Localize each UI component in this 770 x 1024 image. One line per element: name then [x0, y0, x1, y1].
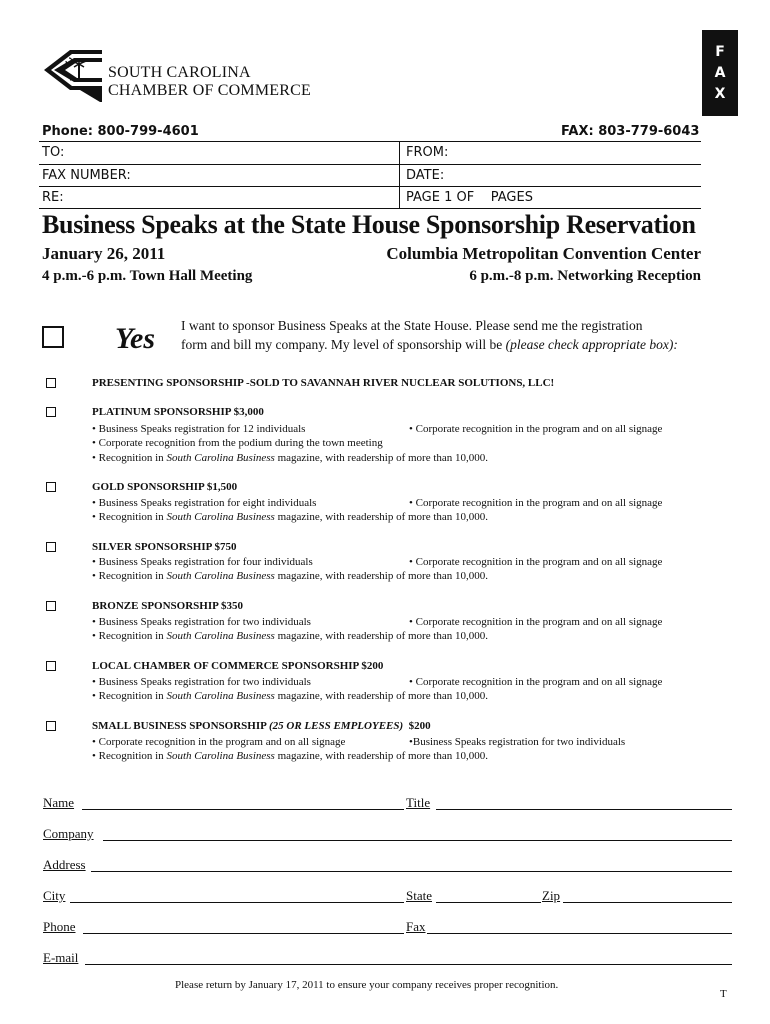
- bronze-benefit: • Recognition in South Carolina Business magazine, with readership of more than 10,000.: [92, 630, 489, 642]
- page-mark: T: [720, 988, 727, 1000]
- zip-input[interactable]: [563, 902, 732, 903]
- small-business-benefit: •Business Speaks registration for two individuals: [409, 736, 626, 748]
- page-title: Business Speaks at the State House Sponsorship Reservation: [42, 210, 696, 239]
- page-field-label[interactable]: PAGE 1 OF PAGES: [406, 190, 533, 205]
- reception-time: 6 p.m.-8 p.m. Networking Reception: [469, 268, 701, 284]
- to-field-label[interactable]: TO:: [42, 145, 65, 160]
- platinum-benefit: • Corporate recognition from the podium during the town meeting: [92, 437, 383, 449]
- small-business-title: SMALL BUSINESS SPONSORSHIP (25 OR LESS EMPLOYEES) $200: [92, 720, 431, 732]
- from-field-label[interactable]: FROM:: [406, 145, 449, 160]
- intro-line-1: I want to sponsor Business Speaks at the State House. Please send me the registration: [181, 318, 643, 333]
- platinum-benefit: • Business Speaks registration for 12 individuals: [92, 423, 306, 435]
- bronze-benefit: • Corporate recognition in the program and on all signage: [409, 616, 663, 628]
- local-chamber-benefit: • Recognition in South Carolina Business magazine, with readership of more than 10,000.: [92, 690, 489, 702]
- local-chamber-benefit: • Business Speaks registration for two individuals: [92, 676, 311, 688]
- local-chamber-checkbox[interactable]: [46, 661, 56, 671]
- re-field-label[interactable]: RE:: [42, 190, 64, 205]
- header-rule-3: [39, 186, 701, 187]
- event-venue: Columbia Metropolitan Convention Center: [386, 244, 701, 263]
- header-rule-4: [39, 208, 701, 209]
- fax-number-header: FAX: 803-779-6043: [561, 124, 700, 139]
- local-chamber-benefit: • Corporate recognition in the program and on all signage: [409, 676, 663, 688]
- gold-title: GOLD SPONSORSHIP $1,500: [92, 481, 238, 493]
- company-label: Company: [43, 826, 94, 841]
- address-label: Address: [43, 857, 86, 872]
- date-field-label[interactable]: DATE:: [406, 168, 445, 183]
- fax-letter-a: A: [714, 64, 726, 81]
- bronze-title: BRONZE SPONSORSHIP $350: [92, 600, 243, 612]
- silver-title: SILVER SPONSORSHIP $750: [92, 541, 237, 553]
- name-input[interactable]: [82, 809, 404, 810]
- local-chamber-title: LOCAL CHAMBER OF COMMERCE SPONSORSHIP $200: [92, 660, 384, 672]
- platinum-benefit: • Corporate recognition in the program and on all signage: [409, 423, 663, 435]
- gold-checkbox[interactable]: [46, 482, 56, 492]
- company-input[interactable]: [103, 840, 732, 841]
- gold-benefit: • Corporate recognition in the program and on all signage: [409, 497, 663, 509]
- small-business-benefit: • Recognition in South Carolina Business magazine, with readership of more than 10,000.: [92, 750, 489, 762]
- silver-checkbox[interactable]: [46, 542, 56, 552]
- fax-number-field-label[interactable]: FAX NUMBER:: [42, 168, 131, 183]
- small-business-checkbox[interactable]: [46, 721, 56, 731]
- yes-label: Yes: [115, 322, 155, 355]
- title-input[interactable]: [436, 809, 732, 810]
- town-hall-time: 4 p.m.-6 p.m. Town Hall Meeting: [42, 268, 253, 284]
- fax-letter-x: X: [714, 85, 726, 102]
- logo-text-line1: SOUTH CAROLINA: [108, 64, 251, 81]
- fax-tab: [702, 30, 738, 116]
- city-label: City: [43, 888, 66, 903]
- zip-label: Zip: [542, 888, 561, 903]
- silver-benefit: • Corporate recognition in the program and on all signage: [409, 556, 663, 568]
- silver-benefit: • Business Speaks registration for four individuals: [92, 556, 313, 568]
- state-input[interactable]: [436, 902, 541, 903]
- fax-label: Fax: [406, 919, 426, 934]
- state-label: State: [406, 888, 432, 903]
- phone-input[interactable]: [83, 933, 404, 934]
- address-input[interactable]: [91, 871, 732, 872]
- yes-checkbox[interactable]: [42, 326, 64, 348]
- gold-benefit: • Business Speaks registration for eight individuals: [92, 497, 317, 509]
- fax-input[interactable]: [427, 933, 732, 934]
- header-divider: [399, 141, 400, 208]
- header-rule-1: [39, 141, 701, 142]
- name-label: Name: [43, 795, 75, 810]
- title-label: Title: [406, 795, 431, 810]
- platinum-benefit: • Recognition in South Carolina Business magazine, with readership of more than 10,000.: [92, 452, 489, 464]
- bronze-benefit: • Business Speaks registration for two individuals: [92, 616, 311, 628]
- fax-letter-f: F: [715, 43, 725, 60]
- return-note: Please return by January 17, 2011 to ensure your company receives proper recognition.: [175, 979, 559, 991]
- header-rule-2: [39, 164, 701, 165]
- phone-number: Phone: 800-799-4601: [42, 124, 199, 139]
- platinum-checkbox[interactable]: [46, 407, 56, 417]
- gold-benefit: • Recognition in South Carolina Business magazine, with readership of more than 10,000.: [92, 511, 489, 523]
- phone-label: Phone: [43, 919, 76, 934]
- silver-benefit: • Recognition in South Carolina Business magazine, with readership of more than 10,000.: [92, 570, 489, 582]
- presenting-title: PRESENTING SPONSORSHIP -SOLD TO SAVANNAH RIVER NUCLEAR SOLUTIONS, LLC!: [92, 377, 555, 389]
- email-label: E-mail: [43, 950, 79, 965]
- platinum-title: PLATINUM SPONSORSHIP $3,000: [92, 406, 264, 418]
- presenting-checkbox[interactable]: [46, 378, 56, 388]
- intro-line-2: form and bill my company. My level of sponsorship will be (please check appropriate box):: [181, 337, 678, 352]
- small-business-benefit: • Corporate recognition in the program and on all signage: [92, 736, 346, 748]
- bronze-checkbox[interactable]: [46, 601, 56, 611]
- city-input[interactable]: [70, 902, 404, 903]
- logo-text-line2: CHAMBER OF COMMERCE: [108, 82, 311, 99]
- event-date: January 26, 2011: [42, 244, 166, 263]
- email-input[interactable]: [85, 964, 732, 965]
